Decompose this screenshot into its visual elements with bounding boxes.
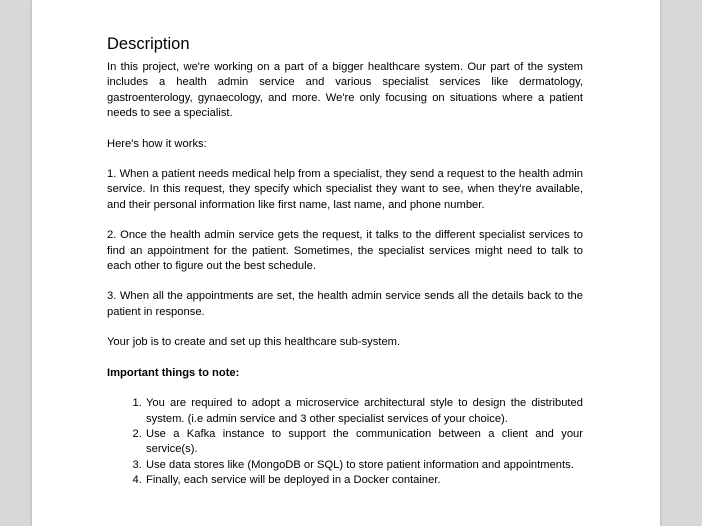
notes-list (107, 396, 583, 488)
list-item: 3. Use data stores like (MongoDB or SQL) to store patient information and appointments. (145, 458, 583, 473)
paragraph-step-2: 2. Once the health admin service gets the request, it talks to the different specialist services to find an appointment for the patient. Sometimes, the specialist services might need to talk to each other to figure out the best schedule. (107, 229, 583, 273)
paragraph-how-it-works: Here's how it works: (107, 137, 207, 150)
document-page (32, 0, 660, 526)
paragraph-your-job: Your job is to create and set up this healthcare sub-system. (107, 336, 401, 349)
notes-title: Important things to note: (107, 366, 240, 379)
paragraph-step-3: 3. When all the appointments are set, the health admin service sends all the details back to the patient in response. (107, 290, 583, 318)
section-heading: Description (107, 35, 190, 53)
paragraph-step-1: 1. When a patient needs medical help from a specialist, they send a request to the health admin service. In this request, they specify which specialist they want to see, when they're available, and their personal information like first name, last name, and phone number. (107, 168, 583, 211)
list-item: 1. You are required to adopt a microservice architectural style to design the distributed system. (i.e admin service and 3 other specialist services of your choice). (145, 396, 583, 427)
list-item: 4. Finally, each service will be deployed in a Docker container. (145, 473, 583, 488)
list-item: 2. Use a Kafka instance to support the communication between a client and your service(s). (145, 427, 583, 458)
paragraph-intro: In this project, we're working on a part of a bigger healthcare system. Our part of the system includes a health admin service and various specialist services like dermatology, gastroenterology, gynaecology, and more. We're only focusing on situations where a patient needs to see a specialist. (107, 61, 583, 120)
page-content (107, 34, 583, 489)
